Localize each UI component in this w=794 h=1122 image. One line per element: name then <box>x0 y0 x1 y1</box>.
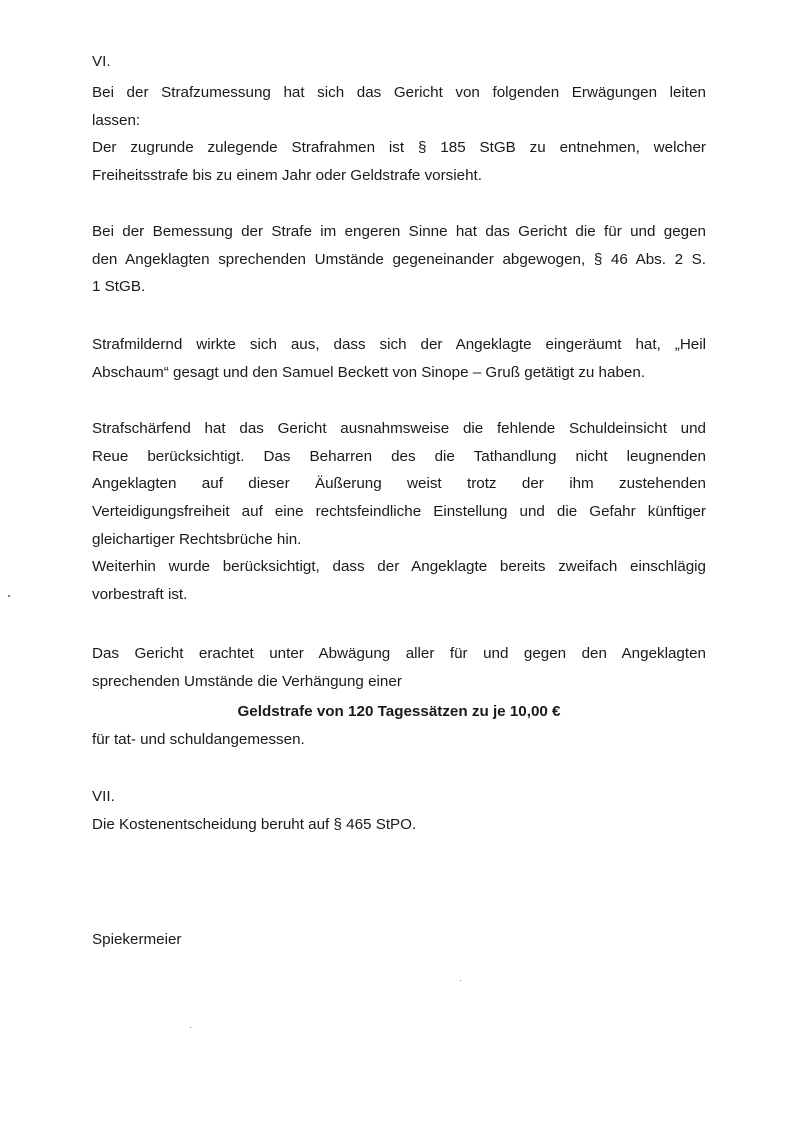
section-heading-vii: VII. <box>92 788 115 805</box>
penalty-statement: Geldstrafe von 120 Tagessätzen zu je 10,00 € <box>237 703 561 720</box>
paragraph-strafschaerfend <box>92 415 706 609</box>
text-line: gleichartiger Rechtsbrüche hin. <box>92 530 302 548</box>
scan-speck <box>190 1027 191 1028</box>
text-line: Reue berücksichtigt. Das Beharren des die Tathandlung nicht leugnenden <box>92 447 706 465</box>
paragraph-strafzumessung <box>92 79 706 190</box>
text-line: Strafmildernd wirkte sich aus, dass sich der Angeklagte eingeräumt hat, „Heil <box>92 336 706 353</box>
text-line: Bei der Bemessung der Strafe im engeren Sinne hat das Gericht die für und gegen <box>92 223 706 240</box>
text-line: lassen: <box>92 111 141 129</box>
text-line: Der zugrunde zulegende Strafrahmen ist § 185 StGB zu entnehmen, welcher <box>92 139 706 157</box>
text-line: den Angeklagten sprechenden Umstände gegeneinander abgewogen, § 46 Abs. 2 S. <box>92 250 706 268</box>
text-line: Abschaum“ gesagt und den Samuel Beckett von Sinope – Gruß getätigt zu haben. <box>92 363 646 381</box>
scan-speck <box>8 595 10 597</box>
paragraph-erachtet <box>92 640 706 695</box>
text-line: Freiheitsstrafe bis zu einem Jahr oder Geldstrafe vorsieht. <box>92 167 482 185</box>
text-line: Das Gericht erachtet unter Abwägung aller für und gegen den Angeklagten <box>92 645 706 662</box>
text-line: Verteidigungsfreiheit auf eine rechtsfeindliche Einstellung und die Gefahr künftiger <box>92 503 706 521</box>
penalty-conclusion: für tat- und schuldangemessen. <box>92 731 305 748</box>
text-line: 1 StGB. <box>92 278 146 296</box>
scan-speck <box>460 980 461 981</box>
text-line: Strafschärfend hat das Gericht ausnahmsweise die fehlende Schuldeinsicht und <box>92 420 706 437</box>
paragraph-kostenentscheidung: Die Kostenentscheidung beruht auf § 465 StPO. <box>92 816 417 833</box>
paragraph-bemessung <box>92 218 706 301</box>
section-heading-vi: VI. <box>92 53 111 70</box>
text-line: Bei der Strafzumessung hat sich das Gericht von folgenden Erwägungen leiten <box>92 84 706 101</box>
text-line: sprechenden Umstände die Verhängung einer <box>92 672 402 690</box>
text-line: Angeklagten auf dieser Äußerung weist trotz der ihm zustehenden <box>92 475 706 493</box>
signature-name: Spiekermeier <box>92 931 182 948</box>
paragraph-strafmildernd <box>92 331 706 386</box>
text-line: Weiterhin wurde berücksichtigt, dass der Angeklagte bereits zweifach einschlägig <box>92 558 706 576</box>
text-line: vorbestraft ist. <box>92 586 188 604</box>
